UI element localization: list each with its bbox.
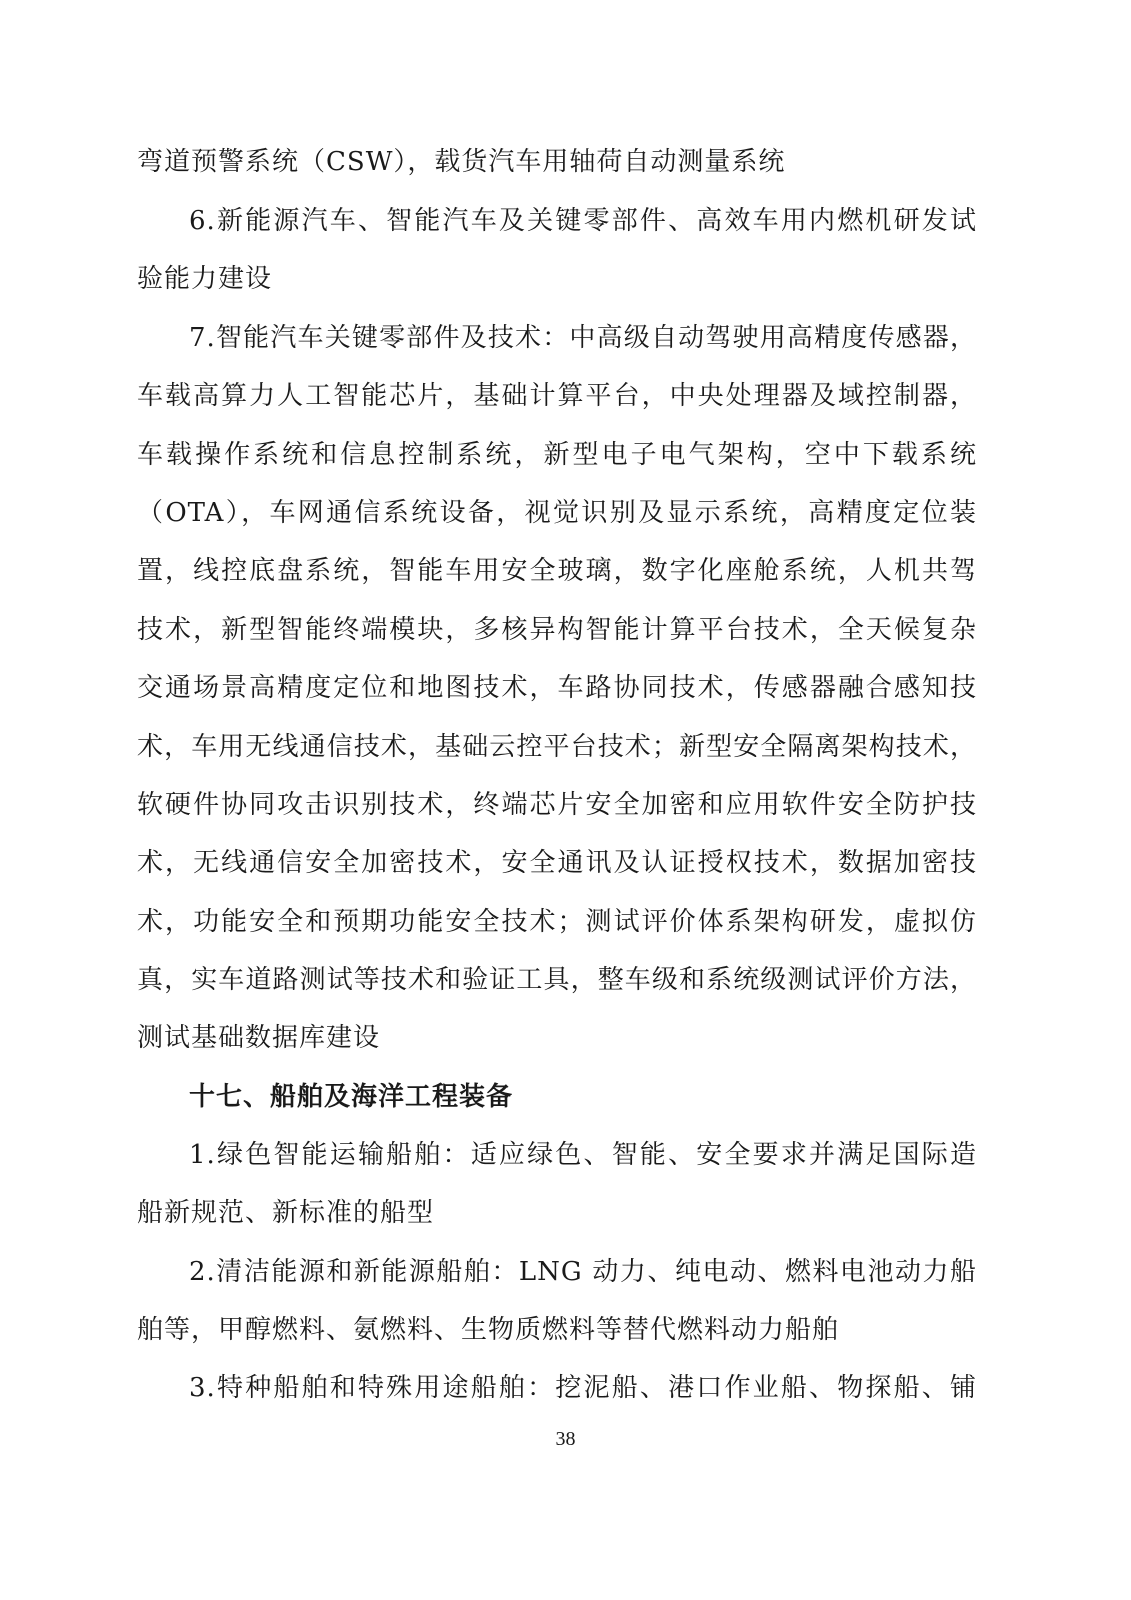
text-line-1: 弯道预警系统（CSW），载货汽车用轴荷自动测量系统 xyxy=(137,147,786,177)
text-line-14: 术，功能安全和预期功能安全技术；测试评价体系架构研发，虚拟仿 xyxy=(137,907,977,937)
text-line-22: 3.特种船舶和特殊用途船舶：挖泥船、港口作业船、物探船、铺 xyxy=(189,1373,977,1403)
text-line-8: 置，线控底盘系统，智能车用安全玻璃，数字化座舱系统，人机共驾 xyxy=(137,556,977,586)
text-line-19: 船新规范、新标准的船型 xyxy=(137,1198,435,1228)
text-line-16: 测试基础数据库建设 xyxy=(137,1023,381,1053)
text-line-11: 术，车用无线通信技术，基础云控平台技术；新型安全隔离架构技术， xyxy=(137,732,977,762)
text-line-20: 2.清洁能源和新能源船舶：LNG 动力、纯电动、燃料电池动力船 xyxy=(189,1257,977,1287)
text-line-7: （OTA），车网通信系统设备，视觉识别及显示系统，高精度定位装 xyxy=(137,498,977,528)
text-line-4: 7.智能汽车关键零部件及技术：中高级自动驾驶用高精度传感器， xyxy=(189,323,977,353)
text-line-3: 验能力建设 xyxy=(137,264,273,294)
text-line-15: 真，实车道路测试等技术和验证工具，整车级和系统级测试评价方法， xyxy=(137,965,977,995)
text-line-5: 车载高算力人工智能芯片，基础计算平台，中央处理器及域控制器， xyxy=(137,381,977,411)
text-line-13: 术，无线通信安全加密技术，安全通讯及认证授权技术，数据加密技 xyxy=(137,848,977,878)
text-line-10: 交通场景高精度定位和地图技术，车路协同技术，传感器融合感知技 xyxy=(137,673,977,703)
text-line-6: 车载操作系统和信息控制系统，新型电子电气架构，空中下载系统 xyxy=(137,440,977,470)
text-line-18: 1.绿色智能运输船舶：适应绿色、智能、安全要求并满足国际造 xyxy=(189,1140,977,1170)
section-heading: 十七、船舶及海洋工程装备 xyxy=(189,1082,514,1112)
text-line-21: 舶等，甲醇燃料、氨燃料、生物质燃料等替代燃料动力船舶 xyxy=(137,1315,840,1345)
page-number: 38 xyxy=(555,1428,576,1450)
text-line-9: 技术，新型智能终端模块，多核异构智能计算平台技术，全天候复杂 xyxy=(137,615,977,645)
text-line-2: 6.新能源汽车、智能汽车及关键零部件、高效车用内燃机研发试 xyxy=(189,206,977,236)
text-line-12: 软硬件协同攻击识别技术，终端芯片安全加密和应用软件安全防护技 xyxy=(137,790,977,820)
